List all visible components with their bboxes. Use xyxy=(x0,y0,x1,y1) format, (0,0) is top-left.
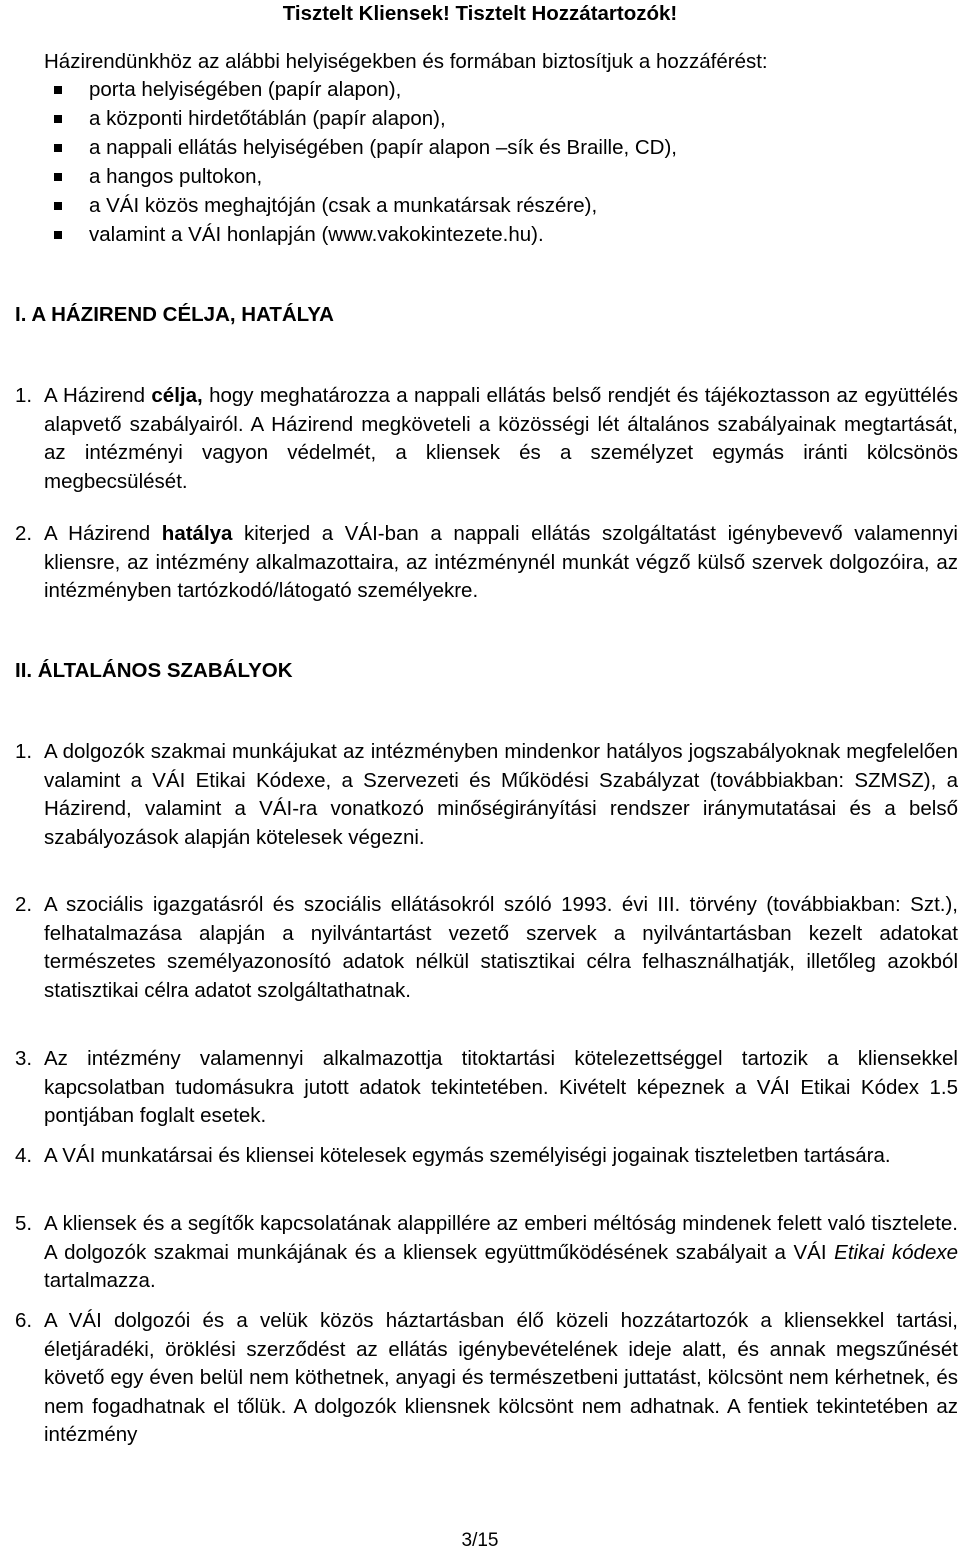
numbered-paragraph xyxy=(15,520,958,606)
list-item: a VÁI közös meghajtóján (csak a munkatársak részére), xyxy=(44,192,944,221)
section-heading-general-rules: II. ÁLTALÁNOS SZABÁLYOK xyxy=(15,659,293,682)
paragraph-text: A kliensek és a segítők kapcsolatának alappillére az emberi méltóság mindenek felett való tisztelete. A dolgozók szakmai munkájának és a kliensek együttműködésének szabályait a VÁI Etikai kódexe tartalmazza. xyxy=(44,1212,958,1292)
list-item: a hangos pultokon, xyxy=(44,163,944,192)
list-item: a nappali ellátás helyiségében (papír alapon –sík és Braille, CD), xyxy=(44,134,944,163)
numbered-paragraph xyxy=(15,1142,958,1171)
paragraph-text: Az intézmény valamennyi alkalmazottja titoktartási kötelezettséggel tartozik a kliensekkel kapcsolatban tudomásukra jutott adatok tekintetében. Kivételt képeznek a VÁI Etikai Kódex 1.5 pontjában foglalt esetek. xyxy=(44,1047,958,1127)
numbered-paragraph xyxy=(15,891,958,1005)
square-bullet-icon xyxy=(54,231,62,239)
access-location-list xyxy=(44,76,944,250)
paragraph-number: 2. xyxy=(15,522,33,545)
paragraph-text: A VÁI dolgozói és a velük közös háztartásban élő közeli hozzátartozók a kliensekkel tartási, életjáradéki, öröklési szerződést az ellátás igénybevételének ideje alatt, és annak megszűnését követő egy éven belül nem köthetnek, anyagi és természetbeni juttatást, kölcsönt nem kérhetnek, és nem fogadhatnak el tőlük. A dolgozók kliensnek kölcsönt nem adhatnak. A fentiek tekintetében az intézmény xyxy=(44,1309,958,1446)
square-bullet-icon xyxy=(54,86,62,94)
numbered-paragraph xyxy=(15,1210,958,1296)
numbered-paragraph xyxy=(15,1307,958,1450)
paragraph-text: A VÁI munkatársai és kliensei kötelesek egymás személyiségi jogainak tiszteletben tartására. xyxy=(44,1144,891,1167)
page-number: 3/15 xyxy=(461,1530,499,1551)
list-item: a központi hirdetőtáblán (papír alapon), xyxy=(44,105,944,134)
intro-text: Házirendünkhöz az alábbi helyiségekben és formában biztosítjuk a hozzáférést: xyxy=(44,50,768,73)
paragraph-number: 3. xyxy=(15,1047,33,1070)
paragraph-text: A dolgozók szakmai munkájukat az intézményben mindenkor hatályos jogszabályoknak megfelelően valamint a VÁI Etikai Kódexe, a Szervezeti és Működési Szabályzat (továbbiakban: SZMSZ), a Házirend, valamint a VÁI-ra vonatkozó minőségirányítási rendszer iránymutatásai és a belső szabályozások alapján kötelesek végezni. xyxy=(44,740,958,849)
section-heading-purpose: I. A HÁZIREND CÉLJA, HATÁLYA xyxy=(15,303,334,326)
greeting-title: Tisztelt Kliensek! Tisztelt Hozzátartozók! xyxy=(282,2,678,25)
square-bullet-icon xyxy=(54,144,62,152)
list-item: valamint a VÁI honlapján (www.vakokintezete.hu). xyxy=(44,221,944,250)
square-bullet-icon xyxy=(54,173,62,181)
paragraph-text: A szociális igazgatásról és szociális ellátásokról szóló 1993. évi III. törvény (továbbiakban: Szt.), felhatalmazása alapján a nyilvántartást vezető szervek a nyilvántartásban kezelt adatokat természetes személyazonosító adatok nélkül statisztikai célra felhasználhatják, illetőleg azokból statisztikai célra adatot szolgáltathatnak. xyxy=(44,893,958,1002)
paragraph-number: 5. xyxy=(15,1212,33,1235)
paragraph-number: 1. xyxy=(15,740,33,763)
paragraph-number: 4. xyxy=(15,1144,33,1167)
square-bullet-icon xyxy=(54,202,62,210)
square-bullet-icon xyxy=(54,115,62,123)
numbered-paragraph xyxy=(15,382,958,496)
numbered-paragraph xyxy=(15,1045,958,1131)
paragraph-number: 6. xyxy=(15,1309,33,1332)
list-item: porta helyiségében (papír alapon), xyxy=(44,76,944,105)
paragraph-text: A Házirend célja, hogy meghatározza a nappali ellátás belső rendjét és tájékoztasson az együttélés alapvető szabályairól. A Házirend megköveteli a közösségi lét általános szabályainak megtartását, az intézményi vagyon védelmét, a kliensek és a személyzet egymás iránti kölcsönös megbecsülését. xyxy=(44,384,958,493)
paragraph-text: A Házirend hatálya kiterjed a VÁI-ban a nappali ellátás szolgáltatást igénybevevő valamennyi kliensre, az intézmény alkalmazottaira, az intézménynél munkát végző külső szervek dolgozóira, az intézményben tartózkodó/látogató személyekre. xyxy=(44,522,958,602)
numbered-paragraph xyxy=(15,738,958,852)
paragraph-number: 1. xyxy=(15,384,33,407)
paragraph-number: 2. xyxy=(15,893,33,916)
